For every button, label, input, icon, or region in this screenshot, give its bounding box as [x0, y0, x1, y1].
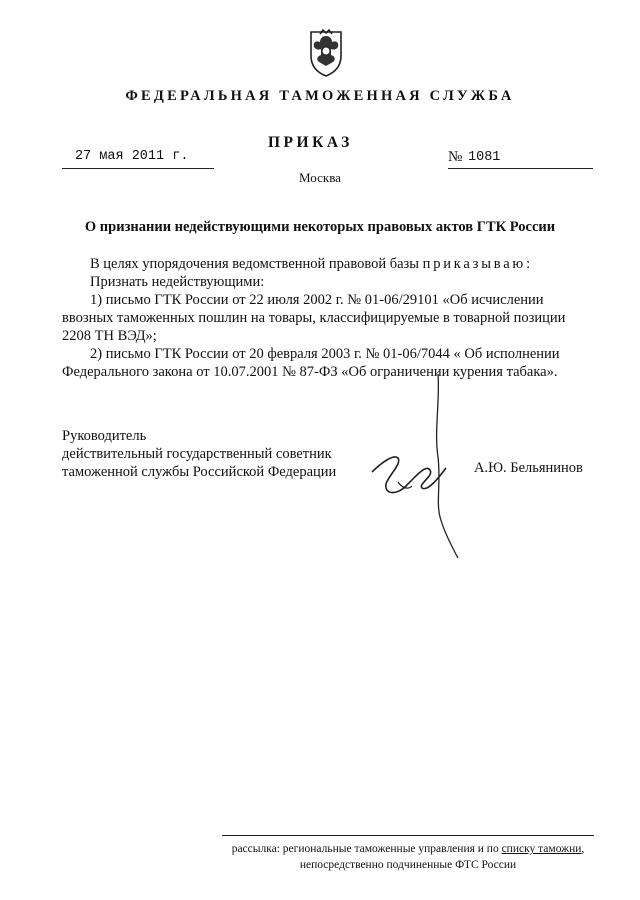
- intro-action: приказываю:: [422, 256, 533, 272]
- distribution-list-link: списку таможни: [501, 843, 582, 855]
- agency-name: ФЕДЕРАЛЬНАЯ ТАМОЖЕННАЯ СЛУЖБА: [125, 88, 515, 104]
- distribution-line2: непосредственно подчиненные ФТС России: [299, 859, 517, 871]
- distribution-note: [226, 841, 590, 873]
- state-emblem-icon: [303, 22, 349, 78]
- declare-line: Признать недействующими:: [90, 274, 265, 290]
- footer-divider: [222, 835, 594, 836]
- intro-prefix: В целях упорядочения ведомственной правовой базы: [90, 256, 420, 272]
- handwritten-signature: [368, 372, 478, 562]
- document-type: ПРИКАЗ: [268, 134, 353, 151]
- distribution-prefix: рассылка: региональные таможенные управления и по: [231, 843, 499, 855]
- order-subject: О признании недействующими некоторых правовых актов ГТК России: [84, 219, 556, 235]
- number-sign: №: [448, 149, 463, 165]
- order-body: [62, 255, 600, 381]
- signer-title-line1: Руководитель: [62, 428, 147, 444]
- signer-title: [62, 427, 336, 481]
- order-date: 27 мая 2011 г.: [75, 149, 189, 164]
- item2-line2: Федерального закона от 10.07.2001 № 87-ФЗ «Об ограничении курения табака».: [62, 364, 558, 380]
- city: Москва: [299, 170, 341, 185]
- date-underline: [62, 168, 214, 169]
- distribution-suffix: ,: [581, 843, 585, 855]
- signer-title-line2: действительный государственный советник: [62, 446, 332, 462]
- item2-line1: 2) письмо ГТК России от 20 февраля 2003 г. № 01-06/7044 « Об исполнении: [90, 346, 560, 362]
- order-number: 1081: [468, 150, 501, 165]
- item1-line1: 1) письмо ГТК России от 22 июля 2002 г. № 01-06/29101 «Об исчислении: [90, 292, 544, 308]
- distribution-line1: [226, 841, 590, 857]
- item1-line3: 2208 ТН ВЭД»;: [62, 328, 157, 344]
- intro-paragraph: [62, 255, 600, 273]
- number-underline: [448, 168, 593, 169]
- signer-title-line3: таможенной службы Российской Федерации: [62, 464, 337, 480]
- item1-line2: ввозных таможенных пошлин на товары, классифицируемые в товарной позиции: [62, 310, 566, 326]
- signer-name: А.Ю. Бельянинов: [474, 460, 583, 476]
